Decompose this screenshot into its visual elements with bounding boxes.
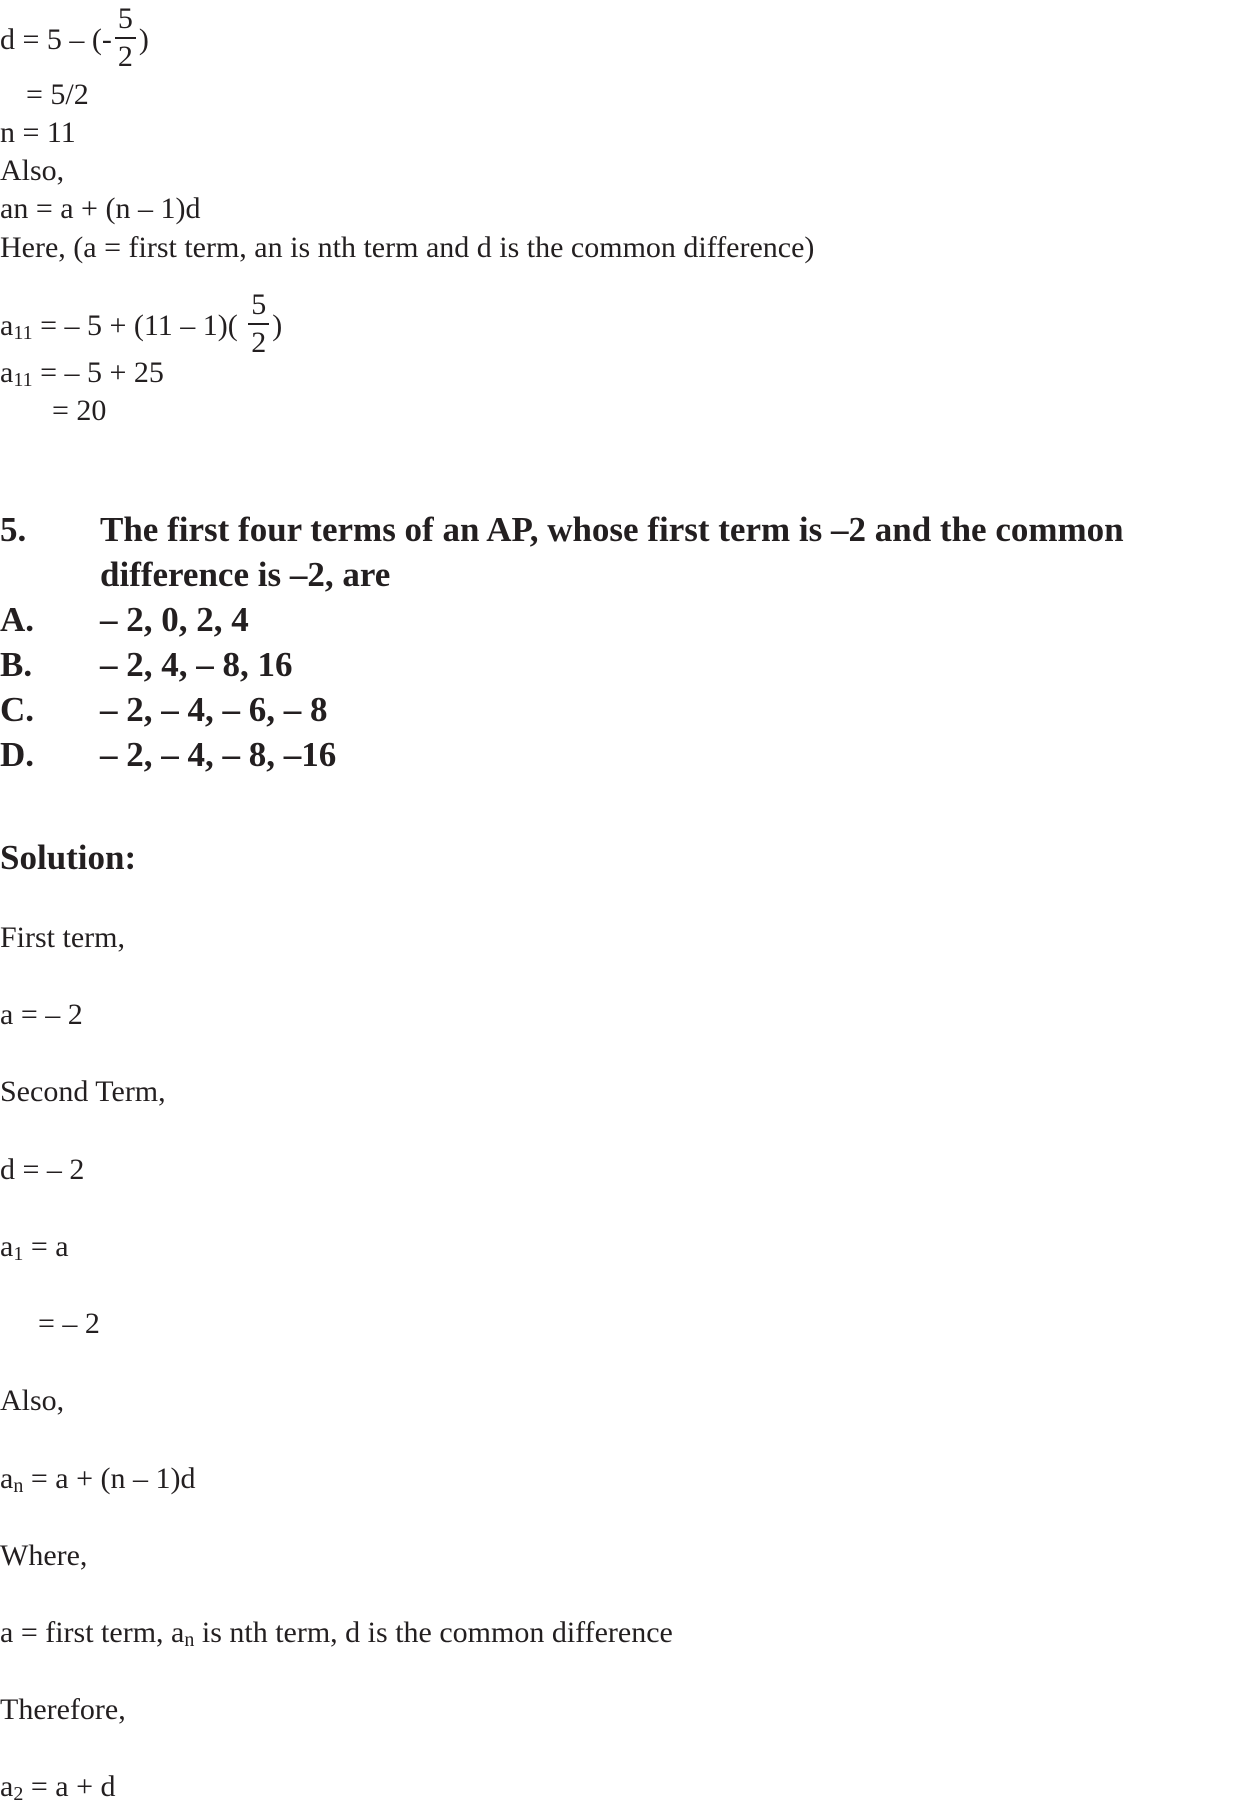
definition-line: Here, (a = first term, an is nth term and d is the common difference)	[0, 231, 815, 264]
an-rest: = a + (n – 1)d	[23, 1462, 196, 1495]
a1-label: a	[0, 1230, 14, 1263]
definition-line-2	[0, 1616, 673, 1651]
option-d-label: D.	[0, 735, 35, 774]
option-c-label: C.	[0, 690, 35, 729]
therefore-label: Therefore,	[0, 1693, 126, 1726]
d-equation-prefix: d = 5 – (-	[0, 22, 112, 56]
a11-step2	[0, 356, 164, 391]
a11-step1-prefix: = – 5 + (11 – 1)(	[32, 308, 246, 342]
a1-subscript: 1	[13, 1243, 24, 1265]
a11-step1-suffix: )	[272, 308, 283, 342]
a2-label: a	[0, 1770, 14, 1803]
a1-equation	[0, 1230, 69, 1265]
option-a-label: A.	[0, 600, 35, 639]
an-formula	[0, 1462, 196, 1497]
a11-subscript: 11	[13, 321, 33, 344]
a11-label: a	[0, 308, 14, 342]
a11-result: = 20	[52, 394, 107, 427]
n-value: n = 11	[0, 116, 76, 149]
fraction-denominator: 2	[248, 323, 269, 358]
option-b-label: B.	[0, 645, 33, 684]
d-result: = 5/2	[26, 78, 89, 111]
d-value: d = – 2	[0, 1153, 85, 1186]
question-text-line1: The first four terms of an AP, whose first term is –2 and the common	[100, 510, 1124, 549]
d-equation	[0, 2, 149, 76]
a-value: a = – 2	[0, 998, 83, 1031]
question-number: 5.	[0, 510, 27, 549]
a11-step2-rest: = – 5 + 25	[32, 356, 164, 389]
also-label-2: Also,	[0, 1384, 65, 1417]
definition-subscript: n	[184, 1629, 195, 1651]
also-label: Also,	[0, 154, 65, 187]
where-label: Where,	[0, 1539, 88, 1572]
a11-subscript: 11	[13, 369, 33, 391]
a2-equation	[0, 1770, 116, 1805]
first-term-label: First term,	[0, 921, 125, 954]
fraction-numerator: 5	[117, 2, 133, 35]
a1-rest: = a	[23, 1230, 69, 1263]
a11-label: a	[0, 356, 14, 389]
second-term-label: Second Term,	[0, 1075, 166, 1108]
a1-result: = – 2	[38, 1307, 100, 1340]
a11-step1	[0, 288, 283, 362]
an-label: a	[0, 1462, 14, 1495]
solution-heading: Solution:	[0, 838, 137, 877]
an-subscript: n	[13, 1475, 24, 1497]
fraction-five-halves	[115, 4, 136, 72]
a2-rest: = a + d	[23, 1770, 116, 1803]
option-d-value: – 2, – 4, – 8, –16	[100, 735, 337, 774]
nth-term-formula: an = a + (n – 1)d	[0, 192, 201, 225]
question-text-line2: difference is –2, are	[100, 555, 391, 594]
fraction-numerator: 5	[251, 288, 267, 321]
d-equation-suffix: )	[138, 22, 149, 56]
a2-subscript: 2	[13, 1783, 24, 1805]
option-b-value: – 2, 4, – 8, 16	[100, 645, 293, 684]
option-a-value: – 2, 0, 2, 4	[100, 600, 249, 639]
definition-suffix: is nth term, d is the common difference	[194, 1616, 673, 1649]
fraction-five-halves-2	[248, 290, 269, 358]
option-c-value: – 2, – 4, – 6, – 8	[100, 690, 328, 729]
fraction-denominator: 2	[115, 37, 136, 72]
definition-prefix: a = first term, a	[0, 1616, 185, 1649]
